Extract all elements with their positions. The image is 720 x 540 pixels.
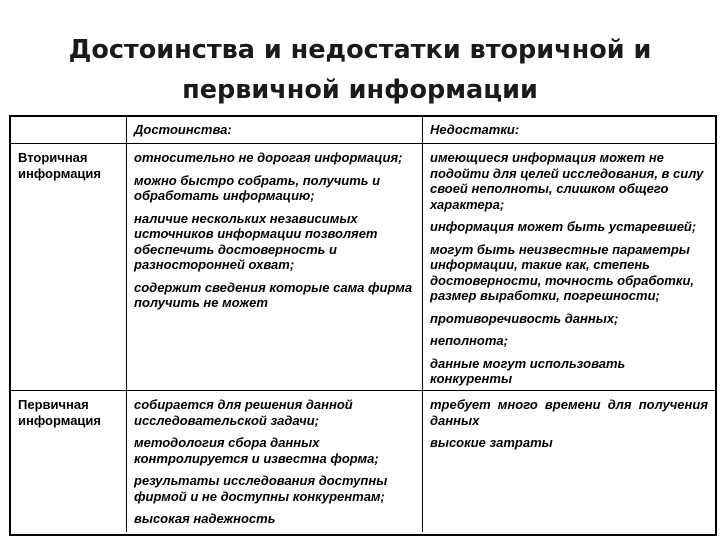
secondary-disadvantage-item: могут быть неизвестные параметры информации, такие как, степень достоверности, точность обработки, размер выработки, погрешности; [430,241,695,303]
primary-disadvantage-item: высокие затраты [430,435,553,450]
secondary-disadvantage-item: неполнота; [430,333,508,348]
primary-advantage-item: высокая надежность [134,511,276,526]
row-label-primary: Первичная информация [11,391,127,532]
secondary-disadvantage-item: данные могут использовать конкуренты [430,355,626,386]
primary-advantage-item: результаты исследования доступны фирмой и не доступны конкурентам; [134,473,388,504]
secondary-advantage-item: наличие нескольких независимых источников информации позволяет обеспечить достоверность и разносторонней охват; [134,210,378,272]
header-disadvantages: Недостатки: [423,117,715,144]
comparison-table [9,115,717,536]
slide-title: Достоинства и недостатки вторичной и первичной информации [68,35,652,105]
primary-advantage-item: методология сбора данных контролируется и известна форма; [134,435,379,466]
row-label-secondary: Вторичная информация [11,144,127,391]
primary-disadvantages-cell [423,391,715,532]
secondary-advantage-item: можно быстро собрать, получить и обработать информацию; [134,172,381,203]
secondary-advantage-item: содержит сведения которые сама фирма получить не может [134,279,413,310]
secondary-disadvantage-item: противоречивость данных; [430,310,619,326]
primary-advantage-item: собирается для решения данной исследовательской задачи; [134,397,353,428]
secondary-advantage-item: относительно не дорогая информация; [134,150,403,165]
secondary-disadvantage-item: имеющиеся информация может не подойти для целей исследования, в силу своей неполноты, слишком общего характера; [430,150,704,212]
secondary-disadvantages-cell [423,144,715,391]
primary-advantages-cell [127,391,423,532]
secondary-disadvantage-item: информация может быть устаревшей; [430,219,697,234]
secondary-advantages-cell [127,144,423,391]
header-advantages: Достоинства: [127,117,423,144]
primary-disadvantage-item: требует много времени для получения данных [430,397,708,428]
header-corner-cell [11,117,127,144]
